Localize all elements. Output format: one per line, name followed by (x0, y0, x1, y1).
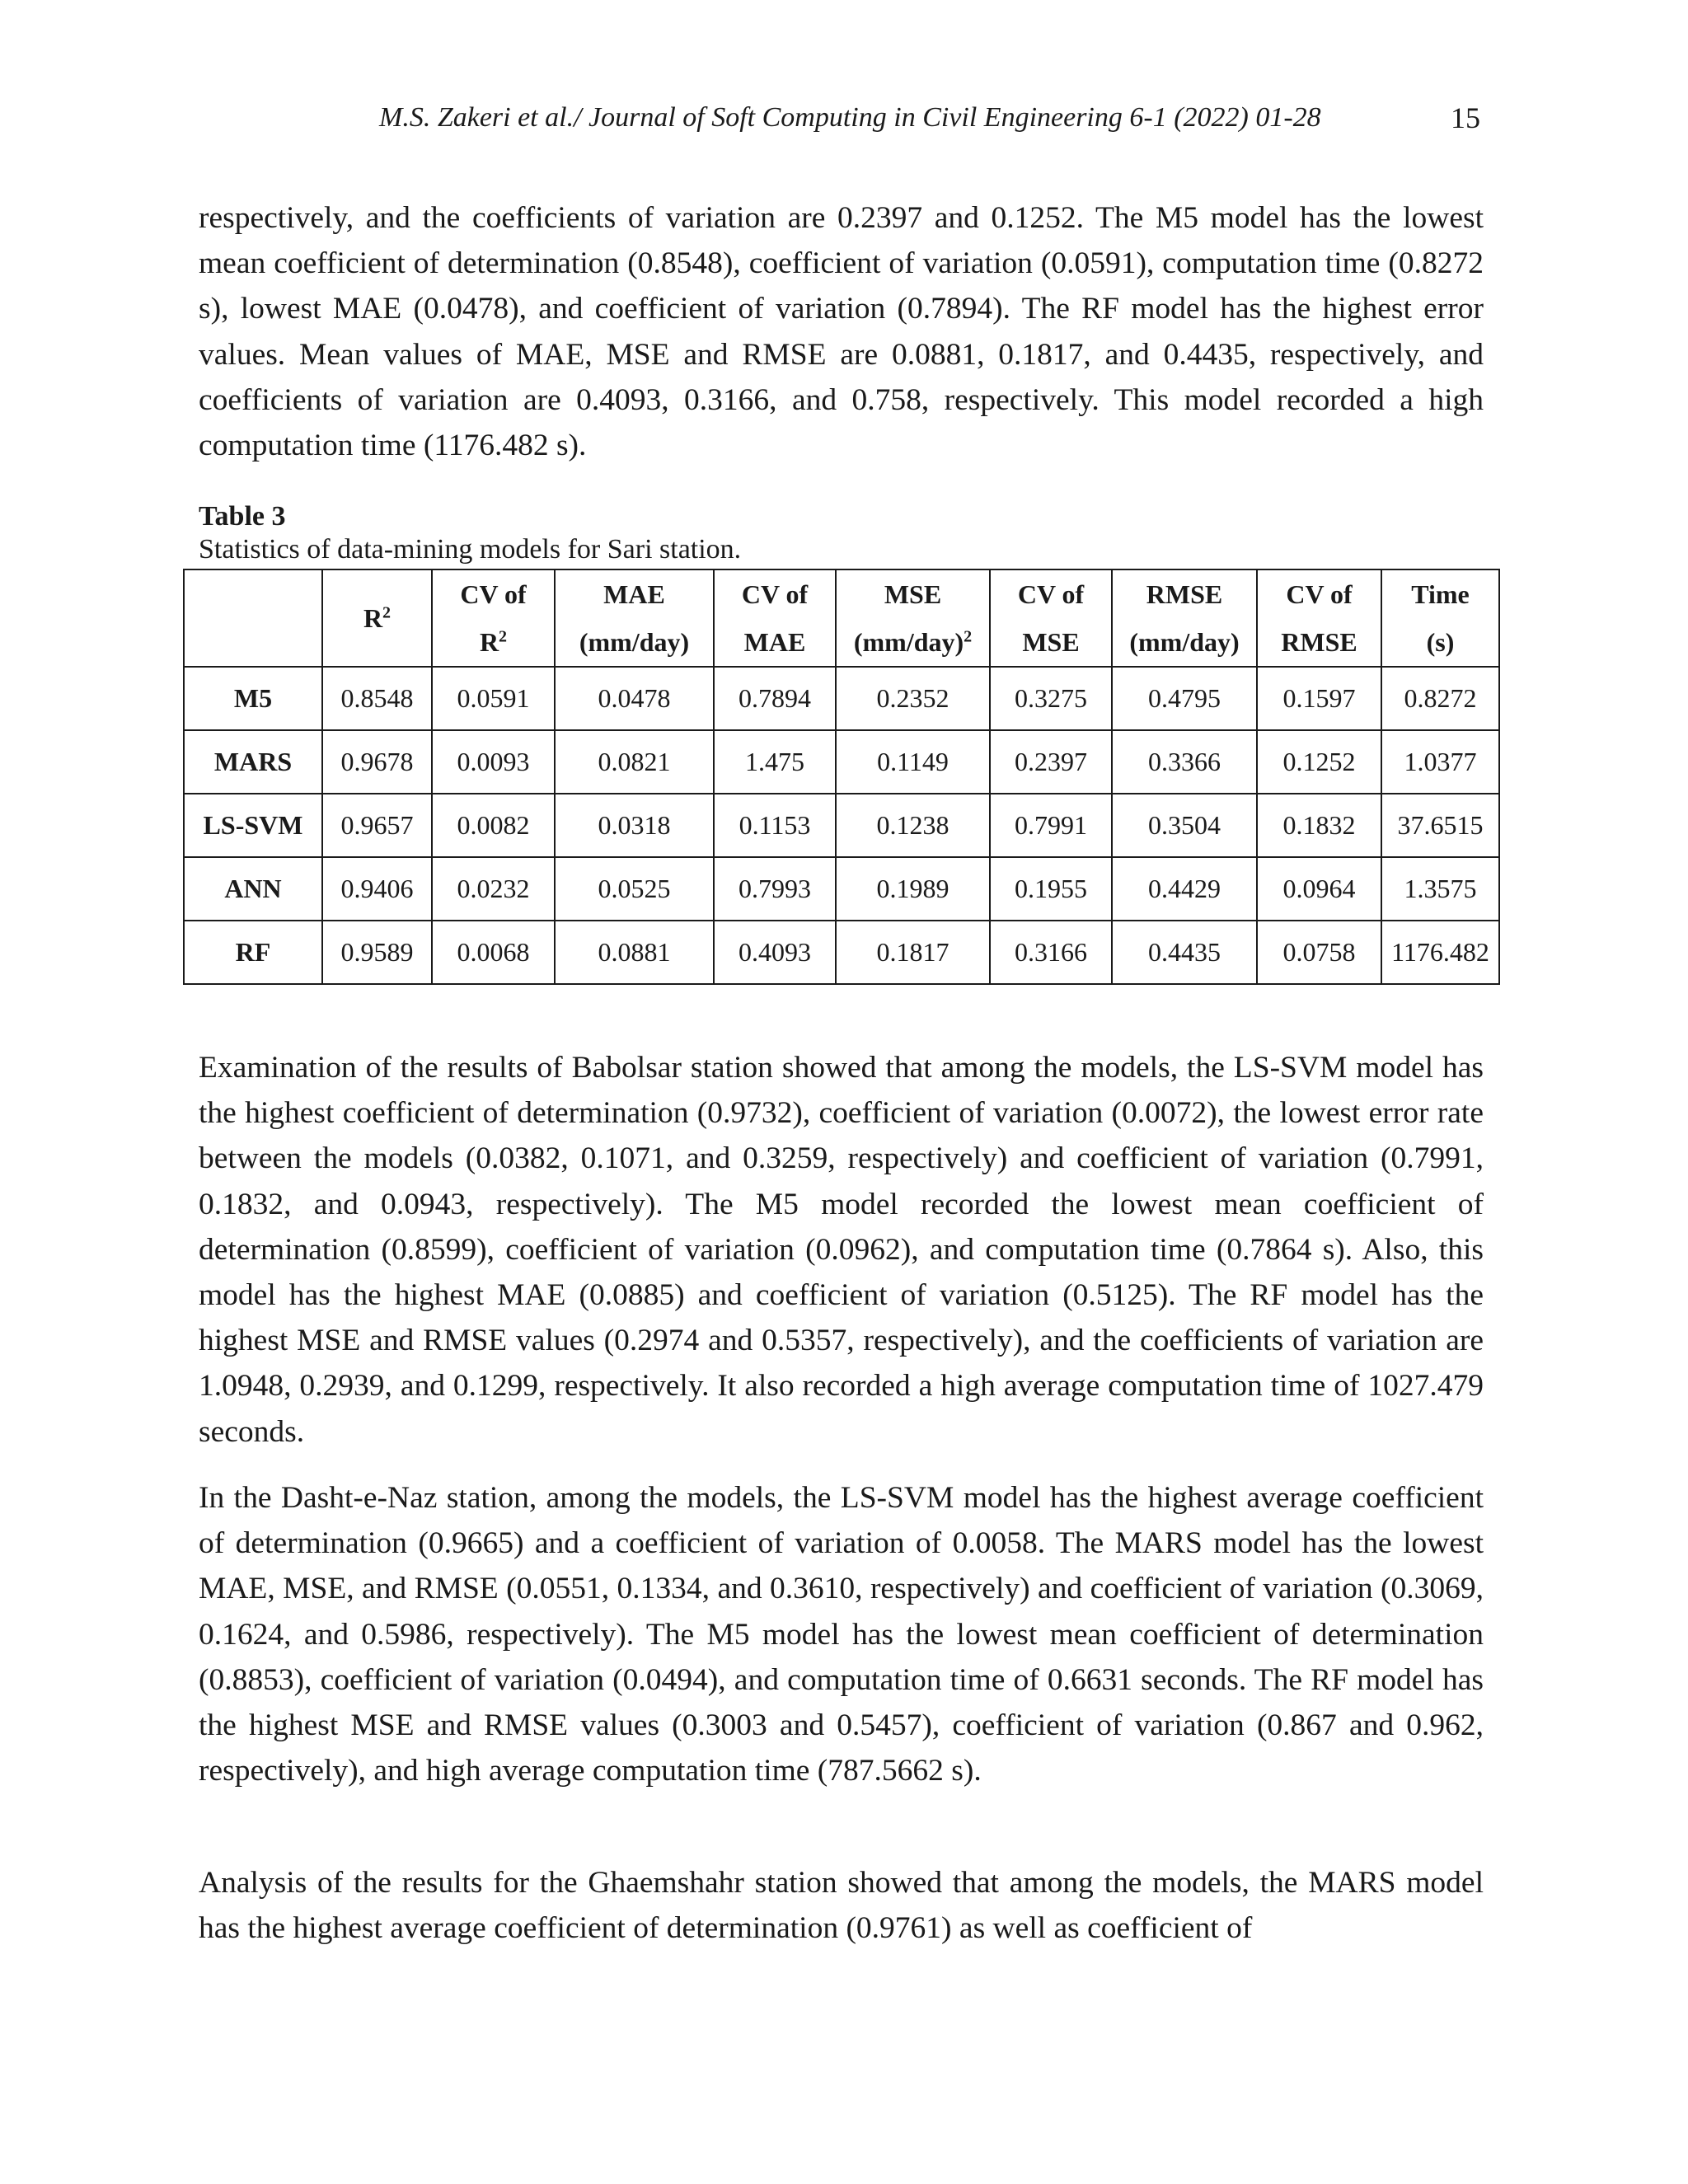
header-cv-r2-line1: CV of (460, 579, 527, 609)
table-cell: 0.0082 (432, 794, 555, 857)
header-cv-rmse-line2: RMSE (1281, 627, 1357, 657)
header-time-line1: Time (1411, 579, 1470, 609)
table-cell: 0.3275 (990, 667, 1112, 730)
table-cell: 0.1989 (836, 857, 990, 921)
table-cell: 0.7991 (990, 794, 1112, 857)
header-cv-mae (714, 569, 836, 667)
table-row (184, 667, 1499, 730)
header-rmse-line1: RMSE (1146, 579, 1223, 609)
statistics-table (183, 569, 1500, 985)
table-header-row (184, 569, 1499, 667)
header-cv-mse-line2: MSE (1022, 627, 1080, 657)
table-cell: 0.0758 (1257, 921, 1381, 984)
table-cell: 0.1817 (836, 921, 990, 984)
table-cell: 0.4429 (1112, 857, 1257, 921)
body-paragraph-3: In the Dasht-e-Naz station, among the models, the LS-SVM model has the highest average coefficient of determination (0.9665) and a coefficient of variation of 0.0058. The MARS model has the lowest MAE, MSE, and RMSE (0.0551, 0.1334, and 0.3610, respectively) and coefficient of variation (0.3069, 0.1624, and 0.5986, respectively). The M5 model has the lowest mean coefficient of determination (0.8853), coefficient of variation (0.0494), and computation time of 0.6631 seconds. The RF model has the highest MSE and RMSE values (0.3003 and 0.5457), coefficient of variation (0.867 and 0.962, respectively), and high average computation time (787.5662 s). (199, 1481, 1484, 1788)
header-cv-rmse (1257, 569, 1381, 667)
running-header (0, 97, 1688, 138)
table-cell: 0.4435 (1112, 921, 1257, 984)
header-time (1381, 569, 1499, 667)
table-cell: 0.9678 (322, 730, 432, 794)
header-cv-mse-line1: CV of (1017, 579, 1085, 609)
header-r2 (322, 569, 432, 667)
table-cell: 0.0232 (432, 857, 555, 921)
table-body (184, 667, 1499, 984)
table-cell: 0.9589 (322, 921, 432, 984)
model-name: M5 (184, 667, 322, 730)
table-cell: 0.0318 (555, 794, 714, 857)
table-cell: 0.3366 (1112, 730, 1257, 794)
model-name: MARS (184, 730, 322, 794)
model-name: RF (184, 921, 322, 984)
table-title: Table 3 (199, 501, 286, 532)
table-cell: 37.6515 (1381, 794, 1499, 857)
header-cv-mae-line2: MAE (743, 627, 806, 657)
header-r2-label: R (363, 603, 383, 633)
table-cell: 0.0478 (555, 667, 714, 730)
header-mse-line1: MSE (884, 579, 942, 609)
header-cv-r2-sup: 2 (499, 627, 508, 646)
table-cell: 1176.482 (1381, 921, 1499, 984)
model-name: LS-SVM (184, 794, 322, 857)
table-cell: 0.0068 (432, 921, 555, 984)
table-cell: 1.475 (714, 730, 836, 794)
header-mae (555, 569, 714, 667)
table-cell: 0.2352 (836, 667, 990, 730)
table-cell: 0.0093 (432, 730, 555, 794)
table-row (184, 921, 1499, 984)
body-paragraph-1: respectively, and the coefficients of variation are 0.2397 and 0.1252. The M5 model has the lowest mean coefficient of determination (0.8548), coefficient of variation (0.0591), computation time (0.8272 s), lowest MAE (0.0478), and coefficient of variation (0.7894). The RF model has the highest error values. Mean values of MAE, MSE and RMSE are 0.0881, 0.1817, and 0.4435, respectively, and coefficients of variation are 0.4093, 0.3166, and 0.758, respectively. This model recorded a high computation time (1176.482 s). (199, 201, 1484, 463)
header-rmse (1112, 569, 1257, 667)
table-row (184, 794, 1499, 857)
table-cell: 0.0964 (1257, 857, 1381, 921)
header-cv-r2-line2: R (479, 627, 499, 657)
header-time-line2: (s) (1426, 627, 1455, 657)
table-cell: 0.0591 (432, 667, 555, 730)
header-cv-r2 (432, 569, 555, 667)
page-number: 15 (1451, 101, 1480, 134)
table-cell: 0.1153 (714, 794, 836, 857)
table-cell: 0.7894 (714, 667, 836, 730)
table-cell: 0.1597 (1257, 667, 1381, 730)
table-cell: 0.1832 (1257, 794, 1381, 857)
header-mse-sup: 2 (964, 627, 973, 646)
header-corner (184, 569, 322, 667)
table-cell: 1.3575 (1381, 857, 1499, 921)
table-cell: 0.1955 (990, 857, 1112, 921)
table-row (184, 857, 1499, 921)
journal-citation: M.S. Zakeri et al./ Journal of Soft Computing in Civil Engineering 6-1 (2022) 01-28 (379, 102, 1321, 133)
header-mse (836, 569, 990, 667)
table-cell: 0.0821 (555, 730, 714, 794)
table-cell: 1.0377 (1381, 730, 1499, 794)
body-paragraph-2: Examination of the results of Babolsar station showed that among the models, the LS-SVM model has the highest coefficient of determination (0.9732), coefficient of variation (0.0072), the lowest error rate between the models (0.0382, 0.1071, and 0.3259, respectively) and coefficient of variation (0.7991, 0.1832, and 0.0943, respectively). The M5 model recorded the lowest mean coefficient of determination (0.8599), coefficient of variation (0.0962), and computation time (0.7864 s). Also, this model has the highest MAE (0.0885) and coefficient of variation (0.5125). The RF model has the highest MSE and RMSE values (0.2974 and 0.5357, respectively), and the coefficients of variation are 1.0948, 0.2939, and 0.1299, respectively. It also recorded a high average computation time of 1027.479 seconds. (199, 1051, 1484, 1449)
table-row (184, 730, 1499, 794)
header-rmse-line2: (mm/day) (1129, 627, 1240, 657)
table-cell: 0.9406 (322, 857, 432, 921)
header-cv-mae-line1: CV of (741, 579, 809, 609)
table-cell: 0.8548 (322, 667, 432, 730)
table-cell: 0.4795 (1112, 667, 1257, 730)
header-mse-line2: (mm/day) (853, 627, 964, 657)
header-cv-rmse-line1: CV of (1286, 579, 1353, 609)
header-r2-sup: 2 (382, 603, 392, 622)
header-mae-line2: (mm/day) (579, 627, 690, 657)
body-paragraph-4: Analysis of the results for the Ghaemshahr station showed that among the models, the MARS model has the highest average coefficient of determination (0.9761) as well as coefficient of (199, 1866, 1484, 1946)
table-cell: 0.2397 (990, 730, 1112, 794)
table-cell: 0.7993 (714, 857, 836, 921)
table-cell: 0.4093 (714, 921, 836, 984)
table-cell: 0.1238 (836, 794, 990, 857)
table-caption: Statistics of data-mining models for Sari station. (199, 534, 742, 565)
table-cell: 0.1149 (836, 730, 990, 794)
table-cell: 0.3504 (1112, 794, 1257, 857)
table-cell: 0.0881 (555, 921, 714, 984)
table-cell: 0.9657 (322, 794, 432, 857)
model-name: ANN (184, 857, 322, 921)
header-mae-line1: MAE (603, 579, 665, 609)
table-cell: 0.3166 (990, 921, 1112, 984)
table-cell: 0.1252 (1257, 730, 1381, 794)
header-cv-mse (990, 569, 1112, 667)
table-cell: 0.8272 (1381, 667, 1499, 730)
table-cell: 0.0525 (555, 857, 714, 921)
